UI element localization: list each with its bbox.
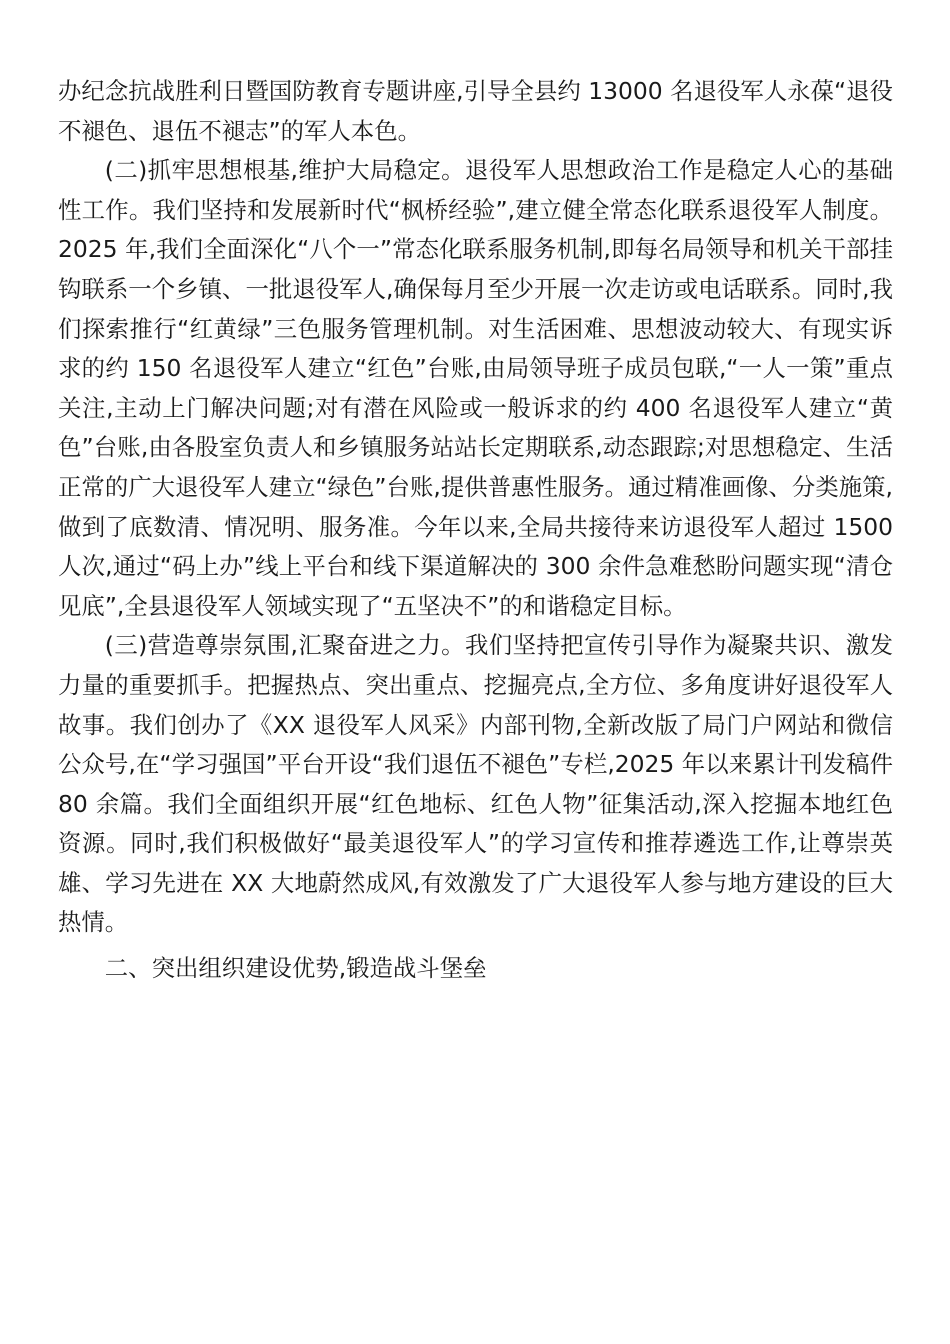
paragraph-ideological-foundation: (二)抓牢思想根基,维护大局稳定。退役军人思想政治工作是稳定人心的基础性工作。我们坚持和发展新时代“枫桥经验”,建立健全常态化联系退役军人制度。2025 年,我们全面深化“八个一”常态化联系服务机制,即每名局领导和机关干部挂钩联系一个乡镇、一批退役军人,确保每月至少开展一次走访或电话联系。同时,我们探索推行“红黄绿”三色服务管理机制。对生活困难、思想波动较大、有现实诉求的约 150 名退役军人建立“红色”台账,由局领导班子成员包联,“一人一策”重点关注,主动上门解决问题;对有潜在风险或一般诉求的约 400 名退役军人建立“黄色”台账,由各股室负责人和乡镇服务站站长定期联系,动态跟踪;对思想稳定、生活正常的广大退役军人建立“绿色”台账,提供普惠性服务。通过精准画像、分类施策,做到了底数清、情况明、服务准。今年以来,全局共接待来访退役军人超过 1500 人次,通过“码上办”线上平台和线下渠道解决的 300 余件急难愁盼问题实现“清仓见底”,全县退役军人领域实现了“五坚决不”的和谐稳定目标。 xyxy=(58,156,893,620)
paragraph-continuation: 办纪念抗战胜利日暨国防教育专题讲座,引导全县约 13000 名退役军人永葆“退役不褪色、退伍不褪志”的军人本色。 xyxy=(58,77,893,145)
document-page xyxy=(58,72,893,989)
paragraph-respect-atmosphere: (三)营造尊崇氛围,汇聚奋进之力。我们坚持把宣传引导作为凝聚共识、激发力量的重要抓手。把握热点、突出重点、挖掘亮点,全方位、多角度讲好退役军人故事。我们创办了《XX 退役军人风采》内部刊物,全新改版了局门户网站和微信公众号,在“学习强国”平台开设“我们退伍不褪色”专栏,2025 年以来累计刊发稿件 80 余篇。我们全面组织开展“红色地标、红色人物”征集活动,深入挖掘本地红色资源。同时,我们积极做好“最美退役军人”的学习宣传和推荐遴选工作,让尊崇英雄、学习先进在 XX 大地蔚然成风,有效激发了广大退役军人参与地方建设的巨大热情。 xyxy=(58,631,893,937)
section-heading: 二、突出组织建设优势,锻造战斗堡垒 xyxy=(104,954,487,983)
